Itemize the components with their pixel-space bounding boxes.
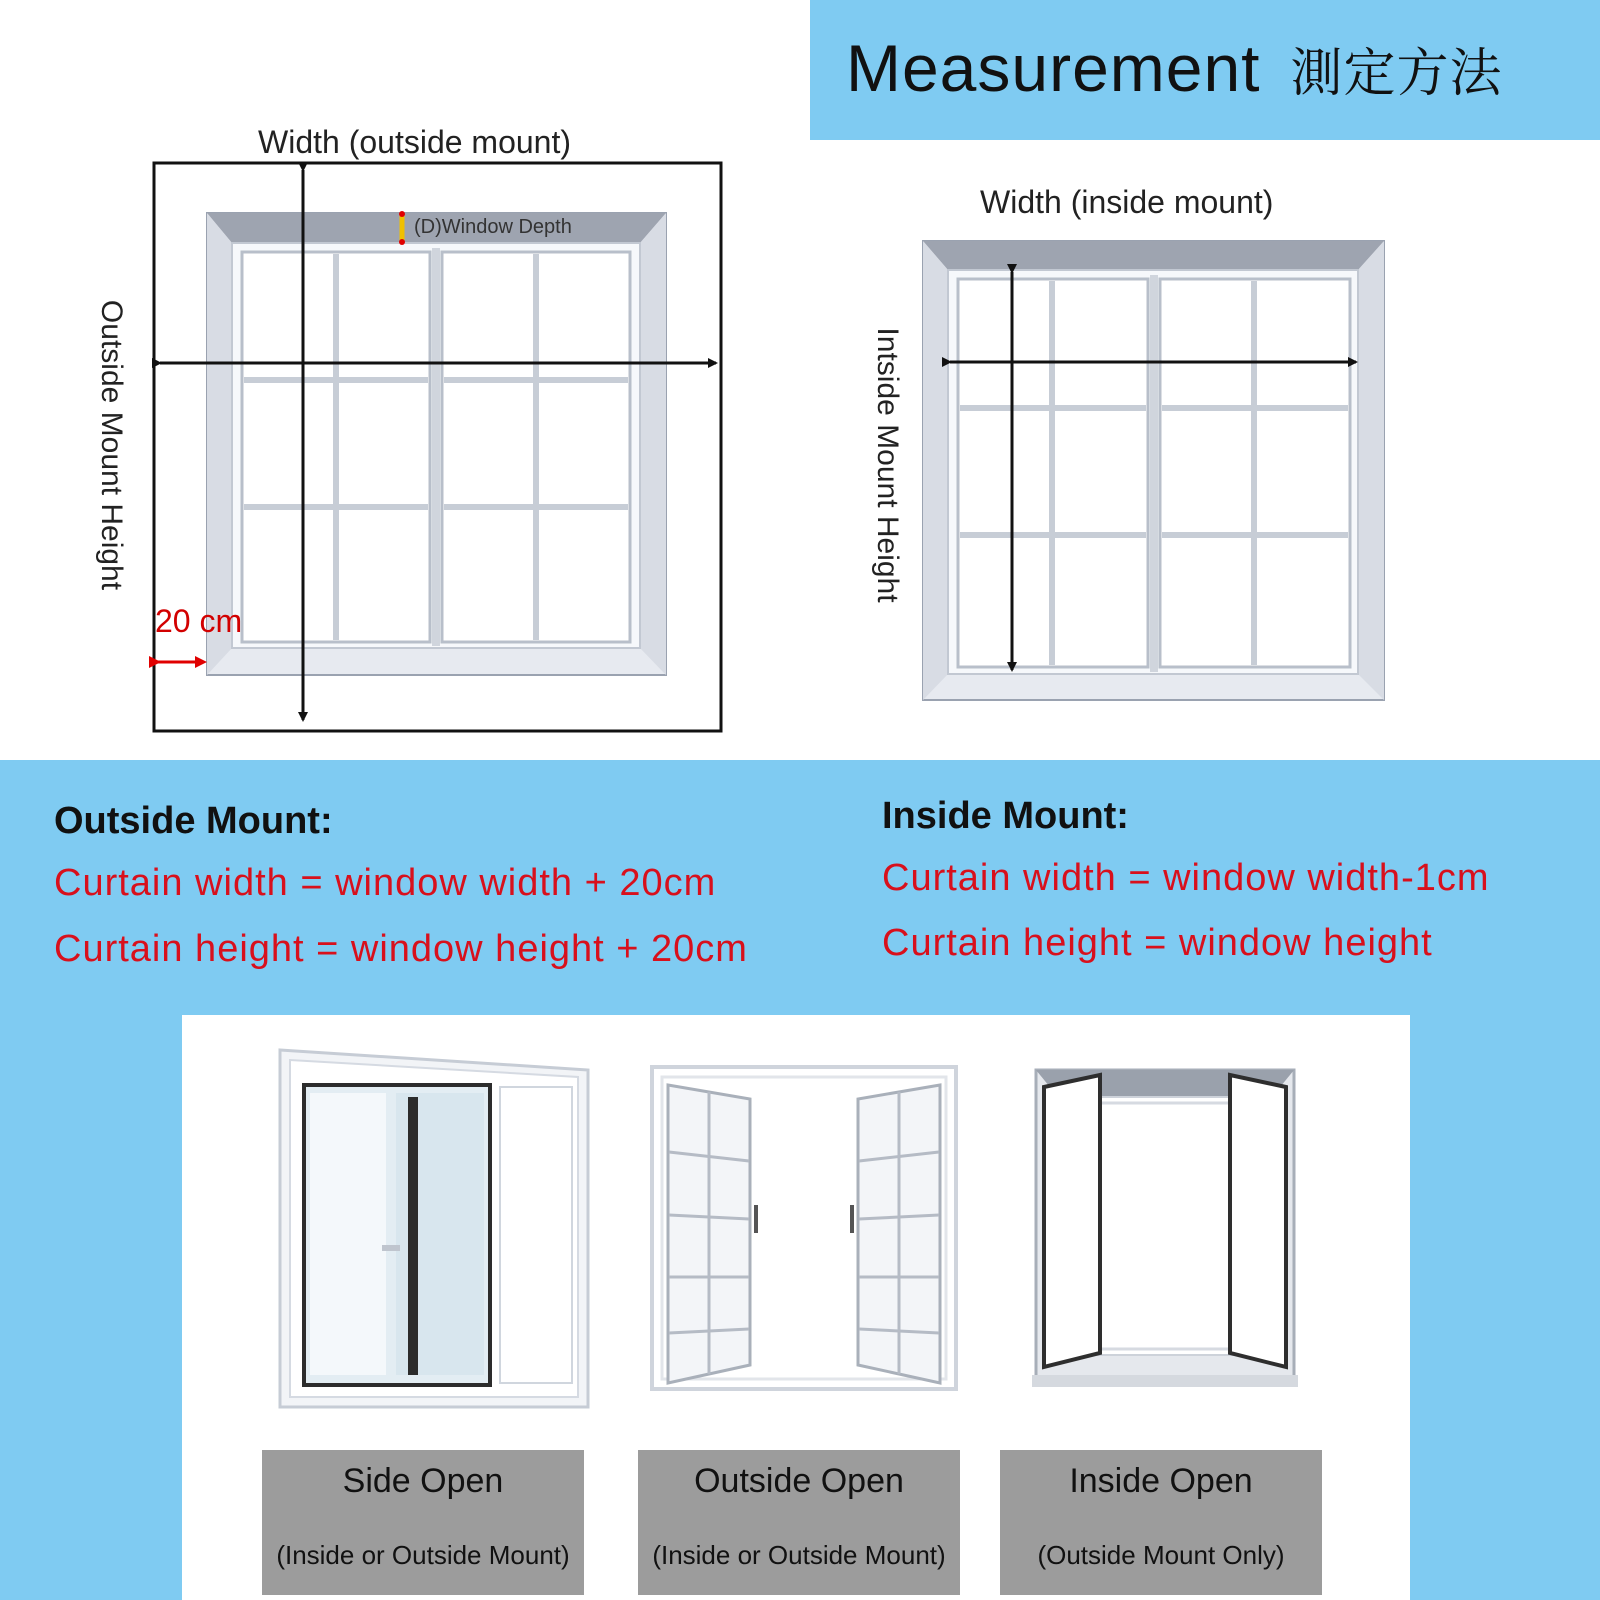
type-name: Side Open — [342, 1462, 504, 1500]
outside-mount-heading: Outside Mount: — [54, 800, 333, 842]
inside-height-formula: Curtain height = window height — [882, 922, 1433, 964]
outside-open-window-illustration — [652, 1067, 956, 1389]
outside-mount-window — [154, 163, 721, 731]
outside-width-label: Width (outside mount) — [258, 124, 572, 160]
window-depth-label: (D)Window Depth — [414, 216, 572, 238]
inside-open-window-illustration — [1032, 1070, 1298, 1387]
type-box-side-open — [262, 1450, 584, 1595]
inside-mount-heading: Inside Mount: — [882, 795, 1129, 837]
outside-width-formula: Curtain width = window width + 20cm — [54, 862, 717, 904]
type-mount: (Outside Mount Only) — [1037, 1540, 1285, 1570]
title-jp: 測定方法 — [1290, 44, 1503, 104]
inside-width-formula: Curtain width = window width-1cm — [882, 857, 1490, 899]
inside-width-label: Width (inside mount) — [980, 184, 1274, 220]
window-type-illustrations — [182, 1015, 1410, 1435]
outside-height-label: Outside Mount Height — [95, 299, 128, 591]
type-mount: (Inside or Outside Mount) — [276, 1540, 570, 1570]
side-open-window-illustration — [280, 1050, 588, 1407]
inside-height-label: Intside Mount Height — [871, 327, 904, 603]
margin-20cm-label: 20 cm — [155, 603, 243, 639]
outside-height-formula: Curtain height = window height + 20cm — [54, 928, 748, 970]
type-mount: (Inside or Outside Mount) — [652, 1540, 946, 1570]
title-en: Measurement — [846, 31, 1261, 105]
inside-mount-window — [923, 241, 1384, 700]
type-box-inside-open — [1000, 1450, 1322, 1595]
type-box-outside-open — [638, 1450, 960, 1595]
measurement-diagrams — [0, 0, 1600, 760]
type-name: Outside Open — [694, 1462, 904, 1500]
type-name: Inside Open — [1069, 1462, 1253, 1500]
